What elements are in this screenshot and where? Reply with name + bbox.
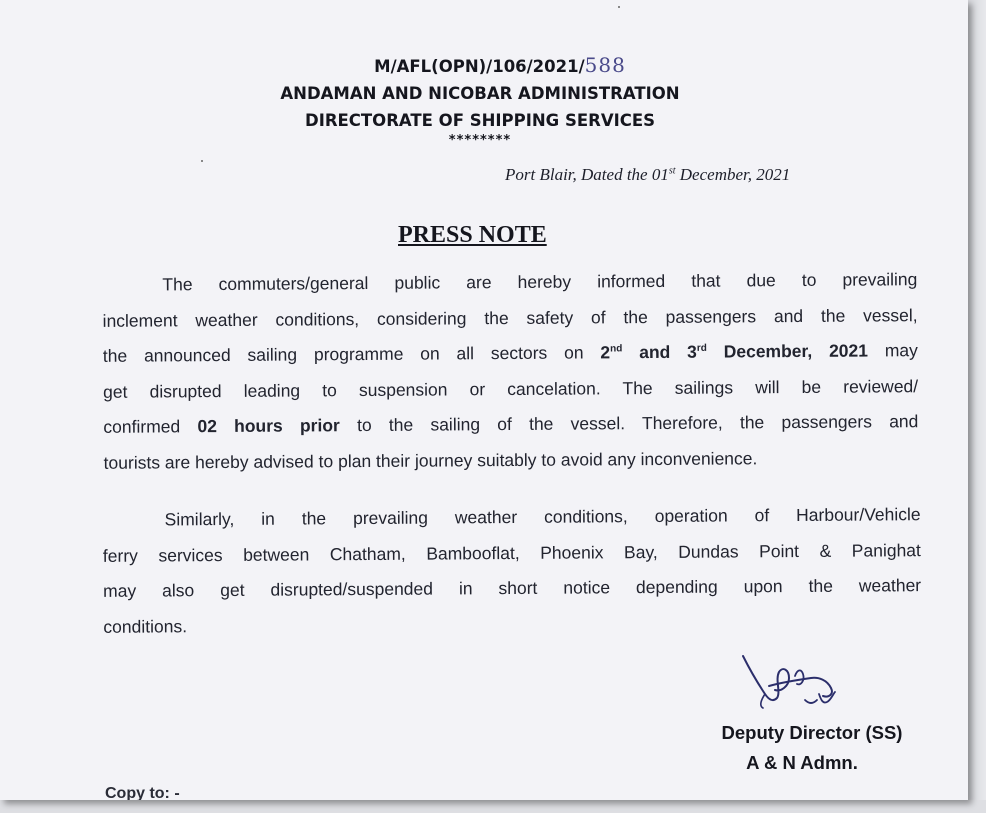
organisation-name: ANDAMAN AND NICOBAR ADMINISTRATION [280,84,680,103]
signatory-designation: Deputy Director (SS) [721,722,903,743]
reference-handwritten-number: 588 [584,53,626,77]
paper-speck [201,160,203,162]
signature-image [735,648,865,728]
page-title: PRESS NOTE [398,222,547,248]
paragraph-line [103,404,918,445]
date-ordinal: st [668,165,676,177]
reference-text: M/AFL(OPN)/106/2021/ [374,57,585,76]
paragraph-line: conditions. [103,615,188,637]
paragraph-line: Similarly, in the prevailing weather conditions, operation of Harbour/Vehicle [164,504,921,530]
paragraph-line: may also get disrupted/suspended in short notice depending upon the weather [103,575,922,601]
ordinal-suffix: rd [696,342,707,354]
header-separator: ******** [448,133,512,148]
bold-text-run: and 3 [622,341,697,363]
copy-to-label: Copy to: - [105,785,180,800]
paragraph-line: inclement weather conditions, considering the safety of the passengers and the vessel, [102,304,918,331]
text-run: the announced sailing programme on all sectors on [102,342,601,366]
bold-text-run: 02 hours prior [197,415,340,437]
bold-text-run: 2 [600,342,611,363]
bold-text-run: December, 2021 [706,340,869,362]
background-edge [968,0,986,813]
signatory-office: A & N Admn. [746,752,858,773]
paper-speck [618,6,620,8]
paragraph-line: ferry services between Chatham, Bambooflat, Phoenix Bay, Dundas Point & Panighat [102,539,921,566]
paragraph-line: The commuters/general public are hereby informed that due to prevailing [162,269,918,295]
paragraph-1 [102,262,918,481]
paragraph-line [103,333,918,374]
date-line [505,165,790,185]
reference-number [260,52,740,80]
text-run: confirmed [103,416,198,437]
signatory-block [697,718,927,778]
document-header [240,52,720,148]
paragraph-line: get disrupted leading to suspension or cancelation. The sailings will be reviewed/ [103,375,919,402]
paragraph-2 [103,497,922,645]
date-prefix: Port Blair, Dated the 01 [505,165,669,184]
directorate-name: DIRECTORATE OF SHIPPING SERVICES [305,111,655,130]
text-run: may [867,340,918,361]
ordinal-suffix: nd [610,343,623,355]
paragraph-line: tourists are hereby advised to plan their journey suitably to avoid any inconvenience. [103,447,758,473]
text-run: to the sailing of the vessel. Therefore, the passengers and [339,411,919,436]
background-bottom-edge [0,800,986,813]
date-rest: December, 2021 [675,165,791,184]
